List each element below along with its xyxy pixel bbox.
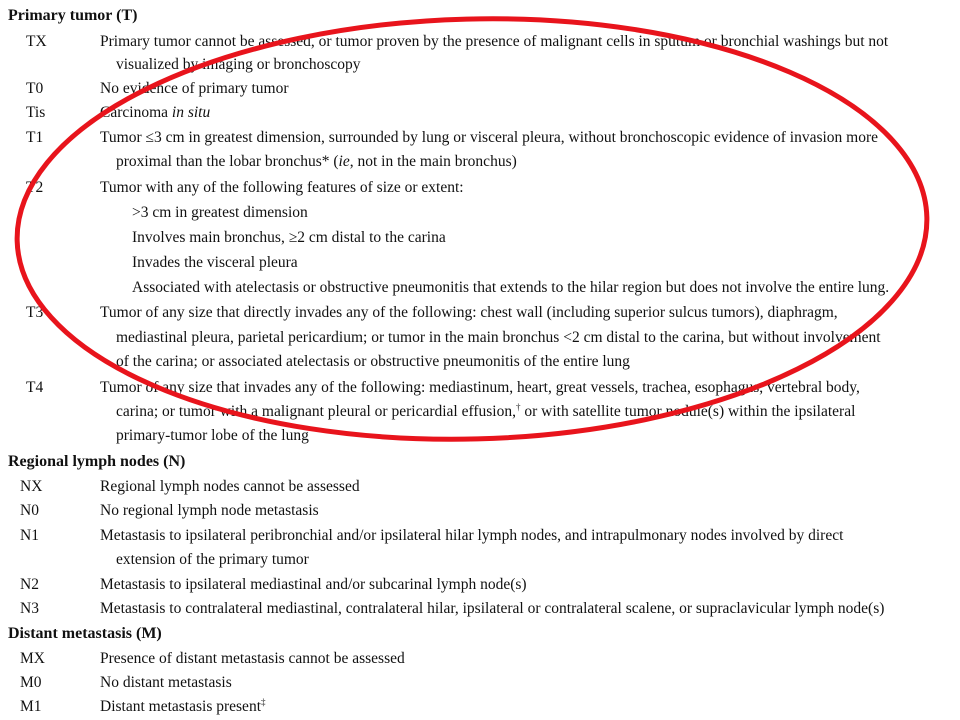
section-heading-lymph-nodes: Regional lymph nodes (N) [8,453,186,470]
stage-desc-n0: No regional lymph node metastasis [100,502,319,519]
stage-code-n3: N3 [20,600,39,617]
stage-code-t3: T3 [26,304,44,321]
stage-code-m1: M1 [20,698,42,715]
stage-code-nx: NX [20,478,43,495]
stage-code-mx: MX [20,650,45,667]
stage-desc-tx-line1: Primary tumor cannot be assessed, or tumor proven by the presence of malignant cells in sputum or bronchial washings but not [100,33,889,50]
stage-desc-t4-line3: primary-tumor lobe of the lung [116,427,309,444]
stage-desc-t2-line4: Invades the visceral pleura [132,254,298,271]
stage-code-t2: T2 [26,179,44,196]
section-heading-primary-tumor: Primary tumor (T) [8,7,138,24]
stage-code-m0: M0 [20,674,42,691]
stage-desc-m1 [100,697,266,717]
stage-code-t0: T0 [26,80,44,97]
stage-desc-nx: Regional lymph nodes cannot be assessed [100,478,360,495]
stage-code-tx: TX [26,33,47,50]
stage-desc-t1-line2 [116,152,517,172]
stage-desc-t3-line2: mediastinal pleura, parietal pericardium; or tumor in the main bronchus <2 cm distal to the carina, but without involvement [116,329,881,346]
stage-desc-t1-line2-a: proximal than the lobar bronchus* ( [116,153,339,170]
stage-desc-t3-line1: Tumor of any size that directly invades any of the following: chest wall (including superior sulcus tumors), diaphragm, [100,304,838,321]
stage-desc-t2-line5: Associated with atelectasis or obstructive pneumonitis that extends to the hilar region but does not involve the entire lung. [132,279,890,296]
stage-code-n1: N1 [20,527,39,544]
stage-code-t4: T4 [26,379,44,396]
stage-desc-mx: Presence of distant metastasis cannot be assessed [100,650,405,667]
stage-code-n2: N2 [20,576,39,593]
stage-desc-t1-line1: Tumor ≤3 cm in greatest dimension, surrounded by lung or visceral pleura, without bronchoscopic evidence of invasion more [100,129,879,146]
stage-desc-n3: Metastasis to contralateral mediastinal, contralateral hilar, ipsilateral or contralateral scalene, or supraclavicular lymph node(s) [100,600,885,617]
stage-desc-t2-line3: Involves main bronchus, ≥2 cm distal to the carina [132,229,446,246]
stage-desc-t1-line2-italic: ie [338,153,350,170]
stage-desc-n1-line2: extension of the primary tumor [116,551,309,568]
stage-code-t1: T1 [26,129,44,146]
stage-desc-t4-line1: Tumor of any size that invades any of the following: mediastinum, heart, great vessels, trachea, esophagus, vertebral body, [100,379,860,396]
section-heading-distant-metastasis: Distant metastasis (M) [8,625,162,642]
stage-code-n0: N0 [20,502,39,519]
stage-desc-t4-line2 [116,402,855,422]
dagger-footnote-mark: † [516,401,521,412]
stage-desc-t4-line2-a: carina; or tumor with a malignant pleural or pericardial effusion, [116,403,516,420]
stage-desc-t1-line2-c: , not in the main bronchus) [349,153,517,170]
stage-code-tis: Tis [26,104,46,121]
stage-desc-tis [100,103,210,123]
stage-desc-n1-line1: Metastasis to ipsilateral peribronchial and/or ipsilateral hilar lymph nodes, and intrapulmonary nodes involved by direct [100,527,844,544]
double-dagger-footnote-mark: ‡ [261,696,266,707]
stage-desc-n2: Metastasis to ipsilateral mediastinal and/or subcarinal lymph node(s) [100,576,527,593]
stage-desc-m0: No distant metastasis [100,674,232,691]
stage-desc-t3-line3: of the carina; or associated atelectasis or obstructive pneumonitis of the entire lung [116,353,630,370]
stage-desc-t4-line2-b: or with satellite tumor nodule(s) within the ipsilateral [520,403,856,420]
stage-desc-t0: No evidence of primary tumor [100,80,289,97]
stage-desc-tis-italic: in situ [171,104,211,121]
stage-desc-m1-text: Distant metastasis present [100,698,261,715]
stage-desc-t2-line1: Tumor with any of the following features of size or extent: [100,179,464,196]
stage-desc-t2-line2: >3 cm in greatest dimension [132,204,308,221]
stage-desc-tis-text: Carcinoma [100,104,172,121]
stage-desc-tx-line2: visualized by imaging or bronchoscopy [116,56,361,73]
